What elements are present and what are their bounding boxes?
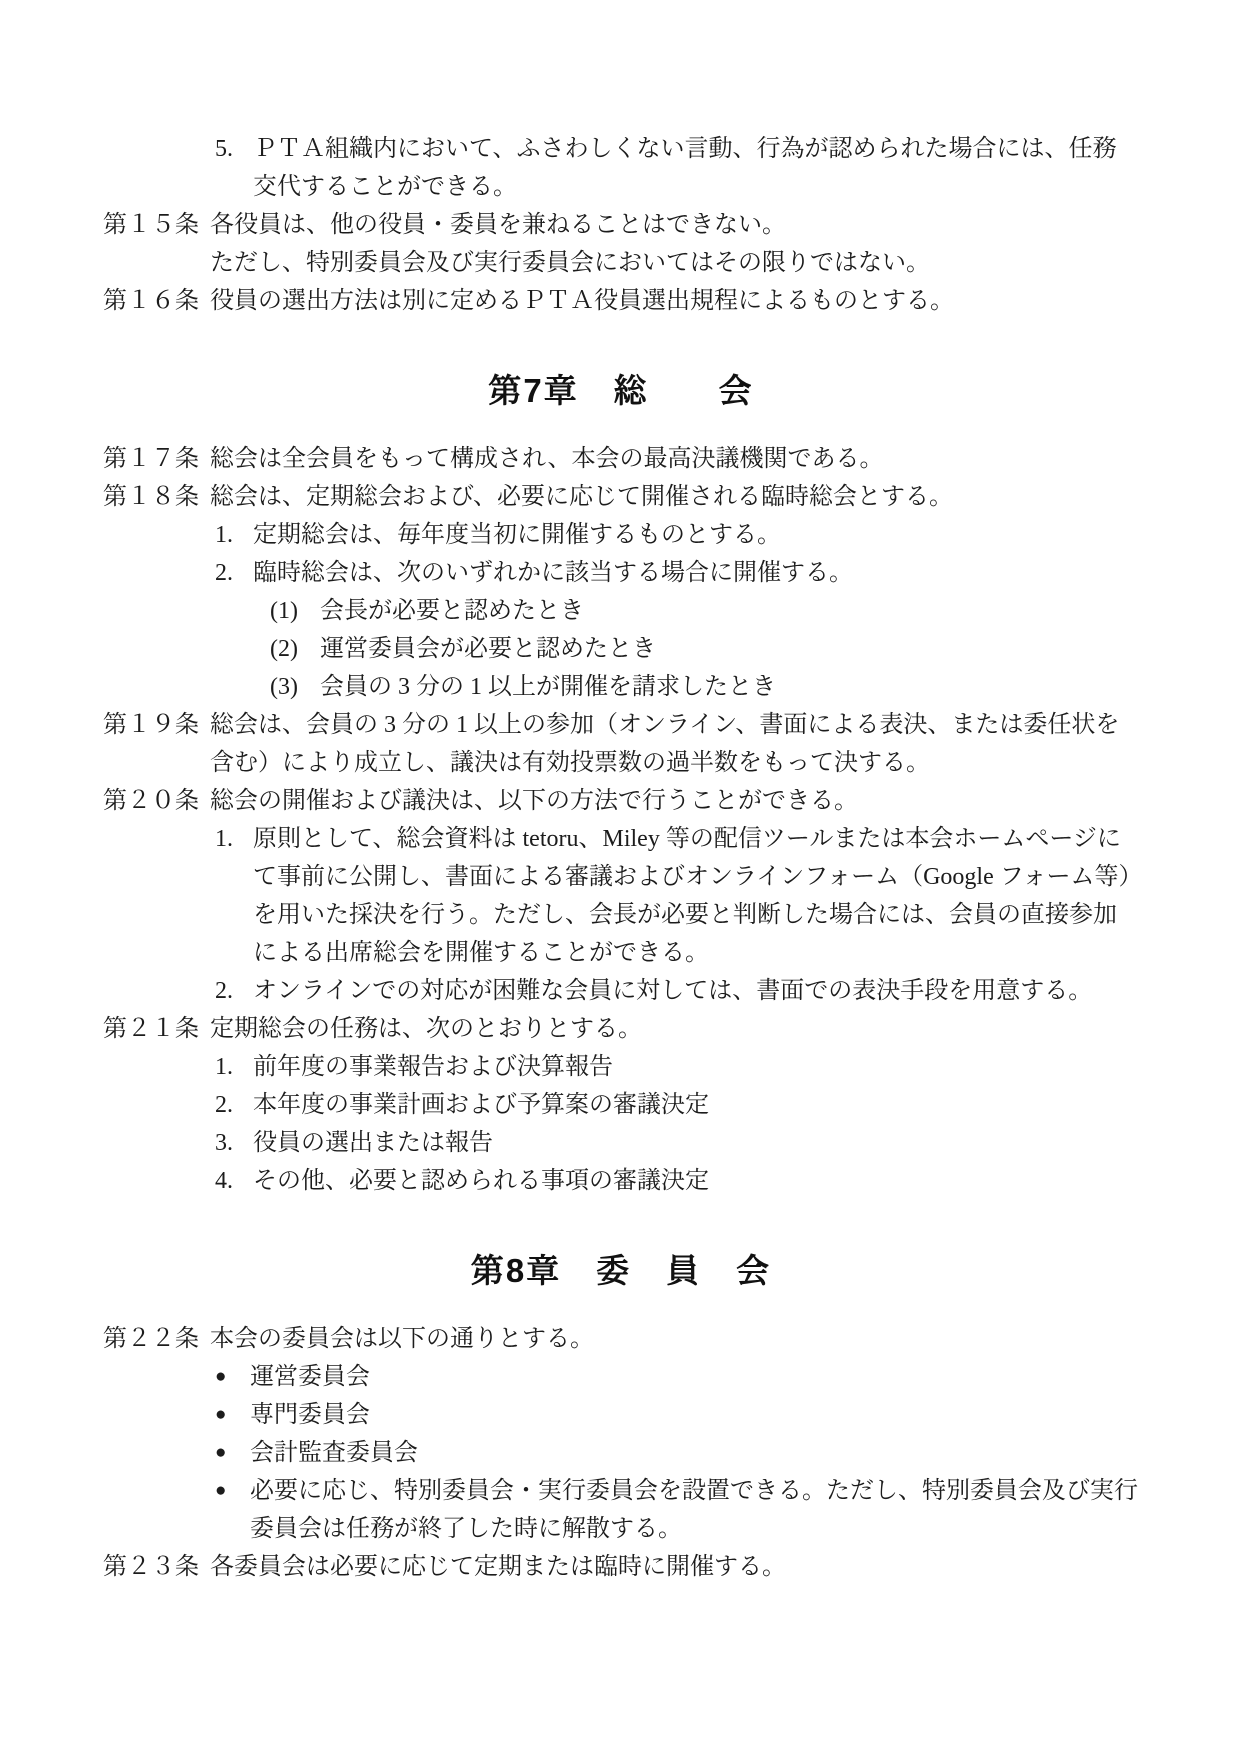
chapter-heading: 第7章 総 会: [488, 372, 754, 409]
item-text: 本年度の事業計画および予算案の審議決定: [253, 1092, 709, 1118]
paren-numbered-item: [103, 630, 1139, 668]
article-number: 第１５条: [103, 212, 199, 238]
bullet-list-item: [103, 1358, 1139, 1396]
article-number: 第２３条: [103, 1554, 199, 1580]
article-number: 第２２条: [103, 1326, 199, 1352]
item-text: 専門委員会: [250, 1402, 370, 1428]
article-number: 第２１条: [103, 1016, 199, 1042]
item-text: 臨時総会は、次のいずれかに該当する場合に開催する。: [253, 560, 853, 586]
article-text: [210, 782, 1139, 820]
item-number: 2.: [215, 560, 233, 586]
article-text: [210, 440, 1139, 478]
item-number: 4.: [215, 1168, 233, 1194]
article-text-line: ただし、特別委員会及び実行委員会においてはその限りではない。: [210, 250, 930, 276]
article-block: [103, 1320, 1139, 1358]
article-block: [103, 282, 1139, 320]
article-text-line: 各役員は、他の役員・委員を兼ねることはできない。: [210, 212, 786, 238]
article-block: [103, 782, 1139, 820]
document-body: [103, 130, 1139, 1586]
numbered-item: [103, 130, 1139, 206]
item-text: 会計監査委員会: [250, 1440, 418, 1466]
article-number: 第１８条: [103, 484, 199, 510]
item-paren-number: (3): [270, 674, 298, 700]
item-number: 5.: [215, 136, 233, 162]
article-block: [103, 1548, 1139, 1586]
item-text: 前年度の事業報告および決算報告: [253, 1054, 613, 1080]
article-text-line: 各委員会は必要に応じて定期または臨時に開催する。: [210, 1554, 786, 1580]
article-text: [210, 1548, 1139, 1586]
article-block: [103, 440, 1139, 478]
paren-numbered-item: [103, 668, 1139, 706]
item-text: 必要に応じ、特別委員会・実行委員会を設置できる。ただし、特別委員会及び実行委員会は任務が終了した時に解散する。: [250, 1478, 1138, 1542]
bullet-icon: ●: [215, 1404, 227, 1425]
item-paren-number: (2): [270, 636, 298, 662]
item-text: 運営委員会が必要と認めたとき: [320, 636, 656, 662]
item-text: 原則として、総会資料は tetoru、Miley 等の配信ツールまたは本会ホームページにて事前に公開し、書面による審議およびオンラインフォーム（Google フォーム等）を用いた採決を行う。ただし、会長が必要と判断した場合には、会員の直接参加による出席総会を開催することができる。: [253, 826, 1131, 966]
article-text: [210, 1010, 1139, 1048]
item-text: 会員の 3 分の 1 以上が開催を請求したとき: [320, 674, 776, 700]
article-text-line: 定期総会の任務は、次のとおりとする。: [210, 1016, 642, 1042]
article-text: [210, 1320, 1139, 1358]
item-number: 3.: [215, 1130, 233, 1156]
article-number: 第２０条: [103, 788, 199, 814]
item-text: オンラインでの対応が困難な会員に対しては、書面での表決手段を用意する。: [253, 978, 1093, 1004]
article-block: [103, 206, 1139, 282]
item-text: 定期総会は、毎年度当初に開催するものとする。: [253, 522, 781, 548]
bullet-icon: ●: [215, 1442, 227, 1463]
item-number: 2.: [215, 978, 233, 1004]
bullet-list-item: [103, 1396, 1139, 1434]
chapter-heading: 第8章 委 員 会: [470, 1252, 772, 1289]
item-text: その他、必要と認められる事項の審議決定: [253, 1168, 709, 1194]
numbered-item: [103, 1124, 1139, 1162]
numbered-item: [103, 1162, 1139, 1200]
article-text-line: 総会の開催および議決は、以下の方法で行うことができる。: [210, 788, 858, 814]
item-text: 運営委員会: [250, 1364, 370, 1390]
article-text: [210, 206, 1139, 282]
article-text: [210, 706, 1139, 782]
numbered-item: [103, 820, 1139, 972]
article-text-line: 総会は全会員をもって構成され、本会の最高決議機関である。: [210, 446, 884, 472]
bullet-list-item: [103, 1434, 1139, 1472]
numbered-item: [103, 554, 1139, 592]
item-number: 1.: [215, 522, 233, 548]
article-text-line: 総会は、会員の 3 分の 1 以上の参加（オンライン、書面による表決、または委任状を含む）により成立し、議決は有効投票数の過半数をもって決する。: [210, 712, 1120, 776]
paren-numbered-item: [103, 592, 1139, 630]
item-number: 2.: [215, 1092, 233, 1118]
item-text: ＰＴＡ組織内において、ふさわしくない言動、行為が認められた場合には、任務交代することができる。: [253, 136, 1117, 200]
item-paren-number: (1): [270, 598, 298, 624]
article-block: [103, 1010, 1139, 1048]
numbered-item: [103, 1048, 1139, 1086]
bullet-icon: ●: [215, 1366, 227, 1387]
numbered-item: [103, 972, 1139, 1010]
bullet-list-item: [103, 1472, 1139, 1548]
numbered-item: [103, 516, 1139, 554]
article-text-line: 役員の選出方法は別に定めるＰＴＡ役員選出規程によるものとする。: [210, 288, 954, 314]
article-text-line: 総会は、定期総会および、必要に応じて開催される臨時総会とする。: [210, 484, 954, 510]
numbered-item: [103, 1086, 1139, 1124]
article-number: 第１９条: [103, 712, 199, 738]
article-number: 第１６条: [103, 288, 199, 314]
article-block: [103, 706, 1139, 782]
article-text-line: 本会の委員会は以下の通りとする。: [210, 1326, 594, 1352]
item-text: 会長が必要と認めたとき: [320, 598, 584, 624]
item-text: 役員の選出または報告: [253, 1130, 493, 1156]
article-number: 第１７条: [103, 446, 199, 472]
bullet-icon: ●: [215, 1480, 227, 1501]
item-number: 1.: [215, 1054, 233, 1080]
article-text: [210, 478, 1139, 516]
article-block: [103, 478, 1139, 516]
article-text: [210, 282, 1139, 320]
item-number: 1.: [215, 826, 233, 852]
